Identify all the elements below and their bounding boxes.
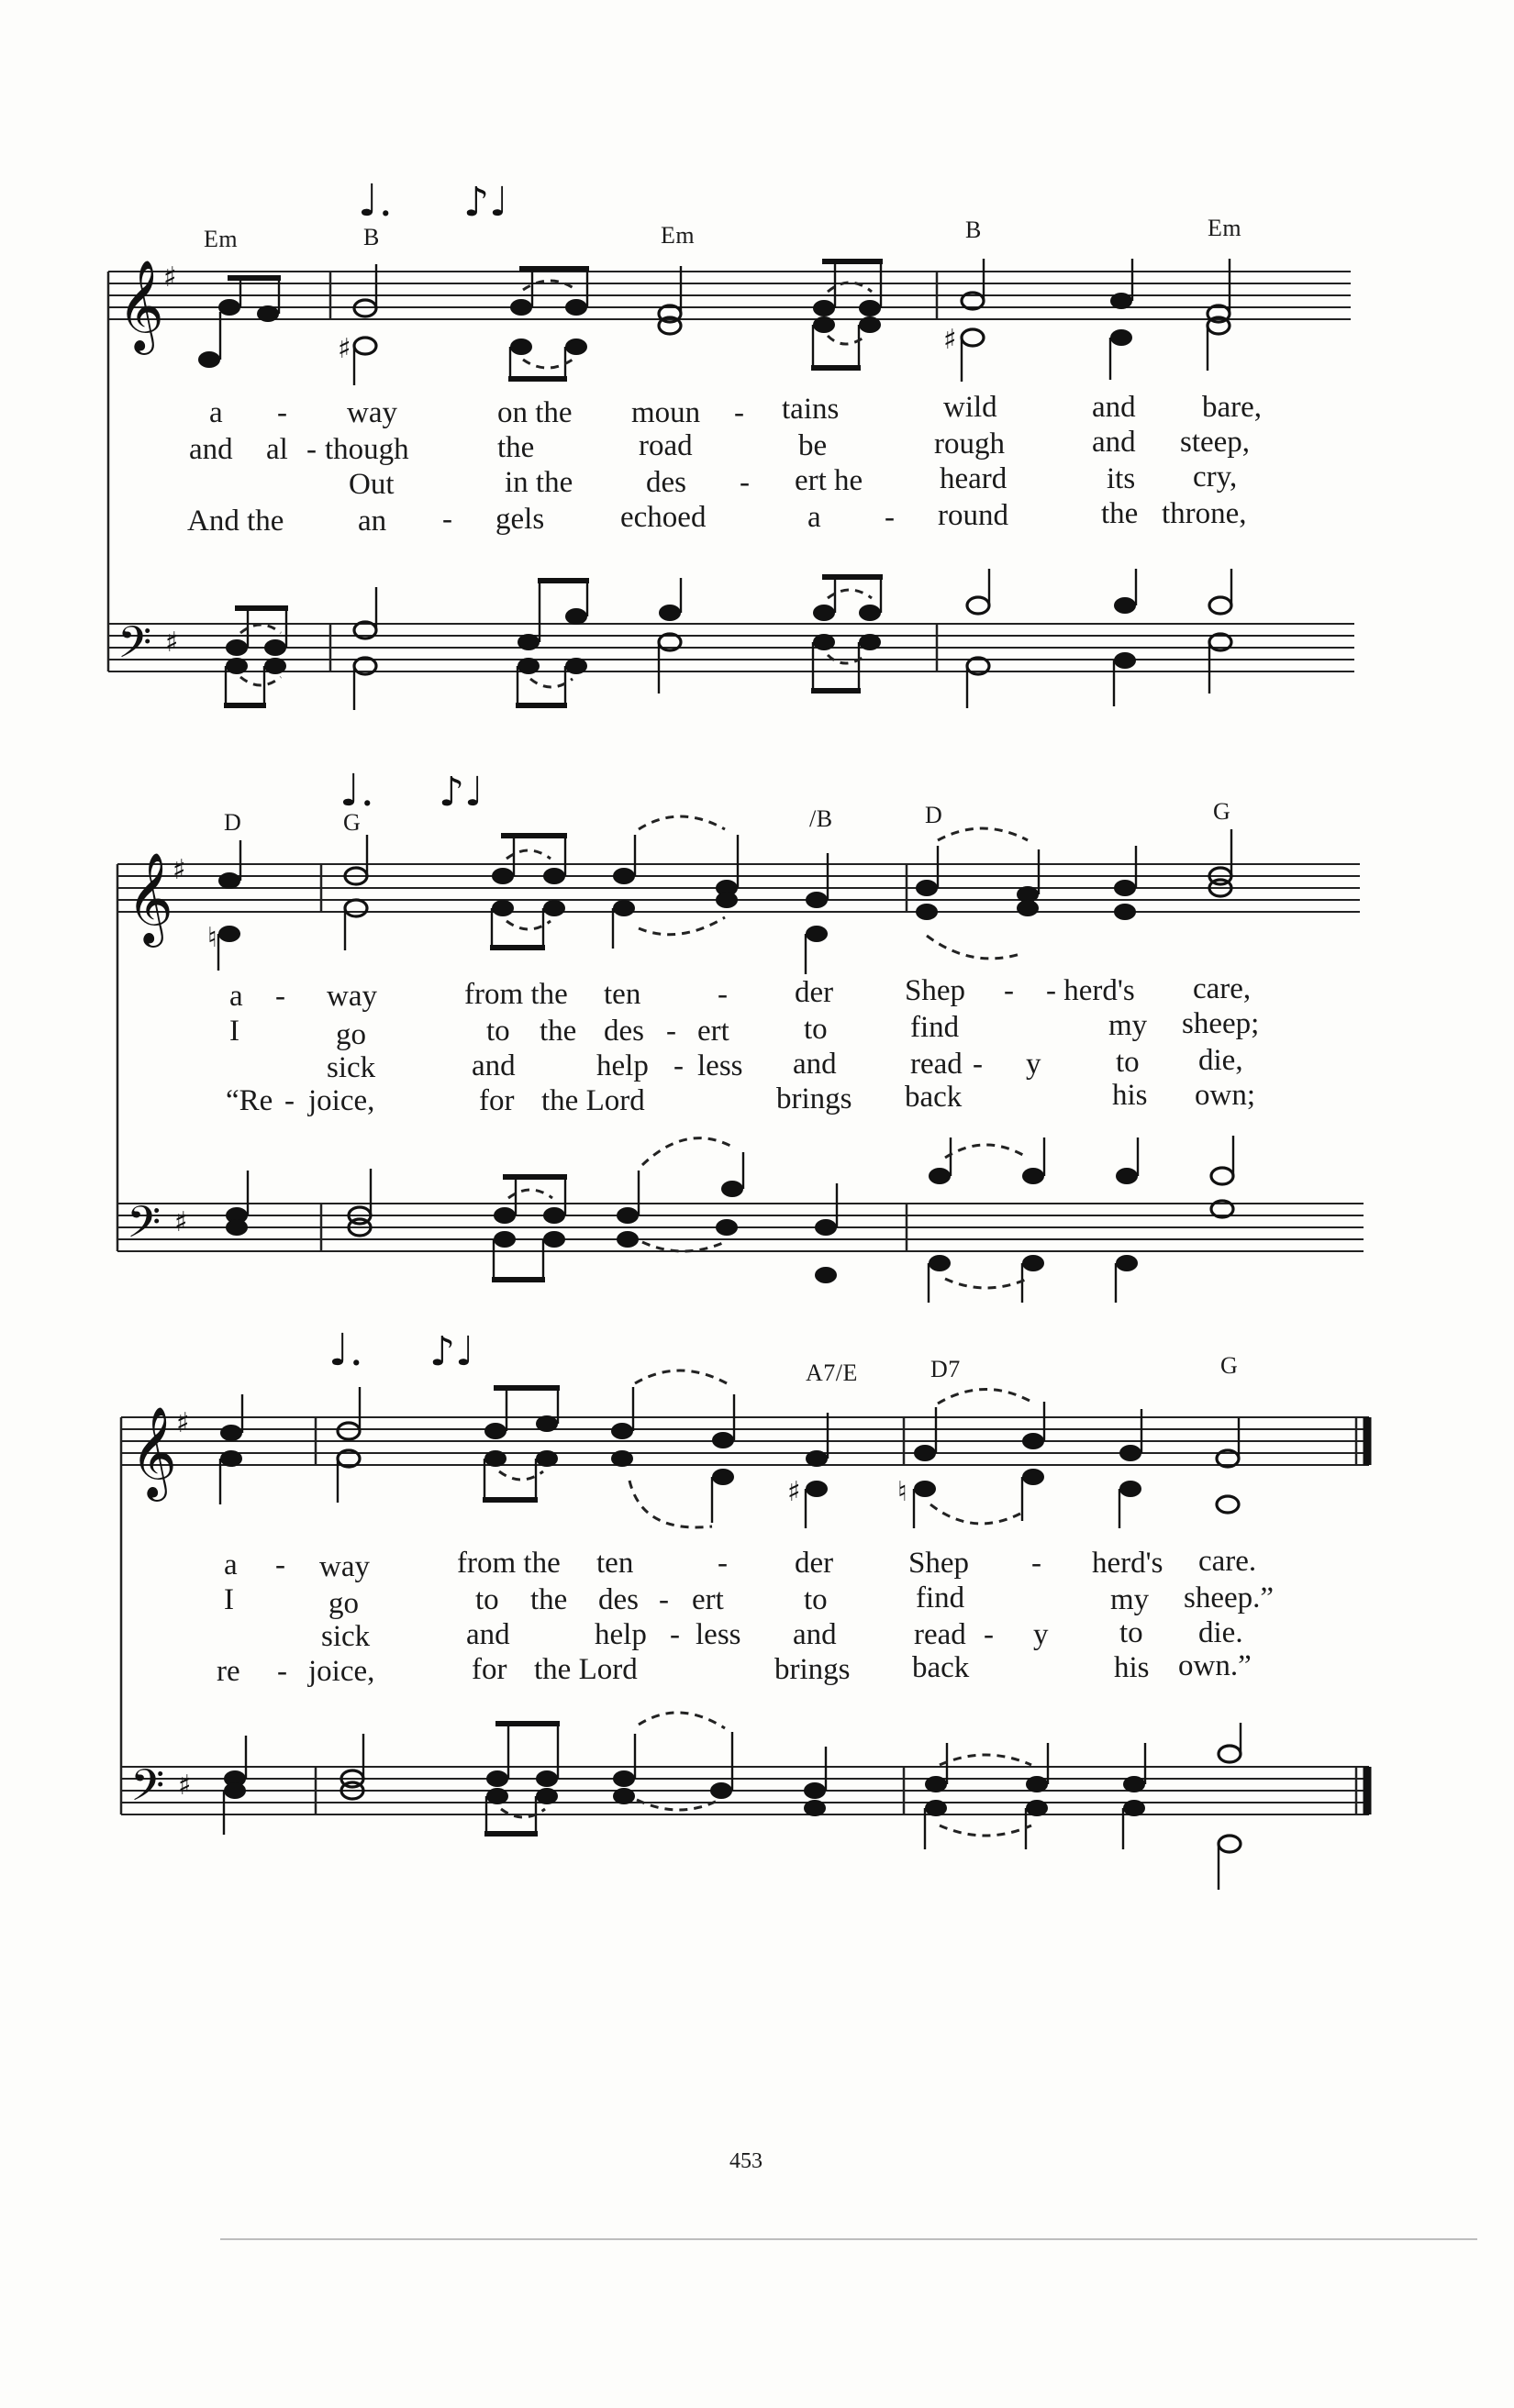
treble-clef-icon: 𝄞 (127, 852, 173, 944)
lyric-syllable: his (1112, 1079, 1148, 1112)
lyric-syllable: the (530, 1583, 568, 1616)
bass-staff-1 (108, 624, 1354, 671)
lyric-syllable: - (1004, 974, 1014, 1007)
lyric-syllable: die, (1198, 1044, 1243, 1077)
lyric-syllable: wild (943, 391, 997, 424)
lyric-syllable: - (275, 980, 285, 1013)
lyric-syllable: Out (349, 468, 395, 501)
sharp-icon: ♯ (178, 1770, 192, 1802)
lyric-syllable: bare, (1202, 391, 1263, 424)
lyric-syllable: - (674, 1049, 684, 1082)
lyric-syllable: - (277, 396, 287, 429)
lyric-syllable: for (479, 1084, 515, 1117)
lyric-syllable: - herd's (1046, 974, 1135, 1007)
lyric-syllable: to (804, 1013, 828, 1046)
lyric-syllable: - (666, 1015, 676, 1048)
treble-staff-3 (121, 1417, 1369, 1465)
lyric-syllable: - (284, 1084, 295, 1117)
lyric-syllable: ert (697, 1015, 729, 1048)
bass-staff-2 (117, 1204, 1364, 1251)
chord-symbol: G (1213, 798, 1231, 825)
lyric-syllable: round (938, 499, 1008, 532)
sharp-icon: ♯ (173, 854, 186, 886)
lyric-syllable: be (798, 429, 828, 462)
bass-clef-icon: 𝄢 (117, 616, 152, 679)
lyric-syllable: less (697, 1049, 743, 1082)
lyric-syllable: find (916, 1581, 965, 1615)
rhythm-dotted-quarter-icon: ♩. (358, 175, 393, 227)
lyric-syllable: go (336, 1018, 366, 1051)
lyric-syllable: joice, (308, 1084, 375, 1117)
lyric-syllable: - (740, 466, 750, 499)
lyric-syllable: a (224, 1548, 238, 1581)
lyric-syllable: read (910, 1048, 963, 1081)
lyric-syllable: echoed (620, 501, 707, 534)
lyric-syllable: - (275, 1548, 285, 1581)
rhythm-dotted-quarter-icon: ♩. (340, 765, 374, 816)
lyric-syllable: the Lord (534, 1653, 638, 1686)
lyric-syllable: back (905, 1081, 963, 1114)
lyric-syllable: care. (1198, 1545, 1257, 1578)
lyric-syllable: - (277, 1655, 287, 1688)
lyric-syllable: from the (464, 978, 568, 1011)
lyric-syllable: “Re (226, 1084, 273, 1117)
chord-symbol: Em (204, 226, 239, 252)
lyric-syllable: brings (776, 1082, 852, 1115)
lyric-syllable: though (325, 433, 409, 466)
lyric-syllable: sick (321, 1620, 371, 1653)
lyric-syllable: des (598, 1583, 639, 1616)
lyric-syllable: my (1108, 1009, 1148, 1042)
system-3 (121, 1325, 1369, 1890)
lyric-syllable: I (229, 1015, 239, 1048)
lyric-syllable: tains (782, 393, 840, 426)
lyric-syllable: - (1031, 1547, 1041, 1580)
lyric-syllable: a (209, 396, 223, 429)
lyric-syllable: - (734, 396, 744, 429)
lyric-syllable: Shep (908, 1547, 969, 1580)
chord-symbol: D7 (930, 1356, 961, 1382)
lyric-syllable: my (1110, 1583, 1150, 1616)
svg-text:♮: ♮ (897, 1476, 907, 1508)
lyric-syllable: on the (497, 396, 573, 429)
chord-symbol: B (363, 224, 380, 250)
sharp-icon: ♯ (165, 627, 179, 659)
chord-symbol: G (1220, 1352, 1239, 1379)
bass-clef-icon: 𝄢 (127, 1196, 161, 1259)
lyric-syllable: And the (187, 505, 284, 538)
lyric-syllable: read (914, 1618, 966, 1651)
treble-clef-icon: 𝄞 (130, 1406, 177, 1498)
system-1 (108, 175, 1354, 710)
lyric-syllable: - (306, 433, 317, 466)
lyric-syllable: y (1033, 1618, 1049, 1651)
lyric-syllable: help (595, 1618, 647, 1651)
lyric-syllable: for (472, 1653, 507, 1686)
lyric-syllable: die. (1198, 1616, 1243, 1649)
lyric-syllable: way (327, 980, 377, 1013)
lyric-syllable: des (646, 466, 686, 499)
lyric-syllable: der (795, 1547, 834, 1580)
treble-notes-1 (198, 259, 1230, 385)
lyric-syllable: steep, (1180, 426, 1251, 459)
lyric-syllable: cry, (1193, 461, 1238, 494)
rhythm-eighth-quarter-icon: ♪♩ (463, 179, 508, 226)
lyric-syllable: moun (631, 396, 701, 429)
chord-symbol: D (224, 809, 242, 836)
rhythm-eighth-quarter-icon: ♪♩ (429, 1328, 474, 1375)
bass-notes-2 (226, 1136, 1233, 1303)
lyric-syllable: al (266, 433, 288, 466)
lyric-syllable: to (475, 1583, 499, 1616)
lyric-syllable: and (793, 1618, 837, 1651)
lyric-syllable: throne, (1162, 497, 1247, 530)
lyric-syllable: heard (940, 462, 1007, 495)
lyric-syllable: brings (774, 1653, 851, 1686)
lyric-syllable: and (1092, 426, 1136, 459)
lyric-syllable: own.” (1178, 1649, 1252, 1682)
lyric-syllable: to (1116, 1046, 1140, 1079)
lyric-syllable: and (472, 1049, 516, 1082)
lyric-syllable: in the (505, 466, 573, 499)
lyric-syllable: care, (1193, 972, 1252, 1005)
bass-clef-icon: 𝄢 (130, 1759, 165, 1822)
chord-symbol: /B (809, 805, 833, 832)
lyric-syllable: a (229, 980, 243, 1013)
sharp-icon: ♯ (176, 1407, 190, 1439)
lyric-syllable: herd's (1092, 1547, 1163, 1580)
lyric-syllable: an (358, 505, 387, 538)
chord-symbol: A7/E (806, 1359, 858, 1386)
lyric-syllable: the (1101, 497, 1139, 530)
lyric-syllable: y (1026, 1048, 1041, 1081)
lyric-syllable: - (718, 978, 728, 1011)
lyric-syllable: back (912, 1651, 970, 1684)
treble-notes-2 (207, 816, 1231, 974)
lyric-syllable: its (1107, 462, 1136, 495)
lyric-syllable: sick (327, 1051, 376, 1084)
bass-notes-1 (224, 569, 1231, 710)
lyric-syllable: ten (604, 978, 641, 1011)
lyric-syllable: sheep; (1182, 1007, 1260, 1040)
chord-symbol: B (965, 216, 982, 243)
lyric-syllable: and (189, 433, 233, 466)
lyric-syllable: the (497, 431, 535, 464)
lyric-syllable: I (224, 1583, 234, 1616)
lyric-syllable: less (696, 1618, 741, 1651)
rhythm-eighth-quarter-icon: ♪♩ (439, 769, 484, 816)
lyric-syllable: joice, (308, 1655, 375, 1688)
lyric-syllable: des (604, 1015, 644, 1048)
chord-symbol: G (343, 809, 362, 836)
page-number: 453 (729, 2149, 763, 2173)
lyric-syllable: way (319, 1550, 370, 1583)
lyric-syllable: der (795, 976, 834, 1009)
lyric-syllable: - (718, 1547, 728, 1580)
treble-clef-icon: 𝄞 (117, 260, 164, 351)
lyric-syllable: his (1114, 1651, 1150, 1684)
page-bottom-rule (220, 2238, 1477, 2240)
treble-notes-3 (220, 1370, 1239, 1528)
bass-notes-3 (224, 1713, 1241, 1890)
lyric-syllable: sheep.” (1184, 1581, 1275, 1615)
lyric-syllable: Shep (905, 974, 965, 1007)
lyric-syllable: from the (457, 1547, 561, 1580)
rhythm-dotted-quarter-icon: ♩. (328, 1325, 363, 1376)
lyric-syllable: to (804, 1583, 828, 1616)
treble-staff-1 (108, 272, 1351, 319)
lyric-syllable: and (466, 1618, 510, 1651)
lyric-syllable: to (486, 1015, 510, 1048)
lyric-syllable: road (639, 429, 693, 462)
lyric-syllable: and (793, 1048, 837, 1081)
lyric-syllable: re (217, 1655, 240, 1688)
lyric-syllable: - (984, 1618, 994, 1651)
lyric-syllable: - (442, 503, 452, 536)
lyric-syllable: the Lord (541, 1084, 645, 1117)
lyric-syllable: find (910, 1011, 960, 1044)
lyric-syllable: ert (692, 1583, 724, 1616)
lyric-syllable: - (973, 1048, 983, 1081)
lyric-syllable: ert he (795, 464, 863, 497)
sharp-icon: ♯ (174, 1206, 188, 1238)
lyric-syllable: gels (495, 503, 545, 536)
svg-text:♮: ♮ (207, 922, 217, 954)
lyric-syllable: the (540, 1015, 577, 1048)
lyric-syllable: way (347, 396, 397, 429)
svg-text:♯: ♯ (943, 324, 957, 356)
chord-symbol: D (925, 802, 943, 828)
lyric-syllable: to (1119, 1616, 1143, 1649)
lyric-syllable: ten (596, 1547, 634, 1580)
lyric-syllable: own; (1195, 1079, 1255, 1112)
lyric-syllable: rough (934, 427, 1005, 461)
lyric-syllable: - (659, 1583, 669, 1616)
lyric-syllable: - (885, 501, 895, 534)
system-2 (117, 765, 1364, 1303)
chord-symbol: Em (661, 222, 696, 249)
lyric-syllable: go (328, 1587, 359, 1620)
bass-staff-3 (121, 1767, 1369, 1814)
svg-text:♯: ♯ (338, 333, 351, 365)
lyric-syllable: a (807, 501, 821, 534)
sharp-icon: ♯ (163, 261, 177, 294)
lyric-syllable: help (596, 1049, 649, 1082)
svg-text:♯: ♯ (787, 1476, 801, 1508)
chord-symbol: Em (1208, 215, 1242, 241)
lyric-syllable: and (1092, 391, 1136, 424)
lyric-syllable: - (670, 1618, 680, 1651)
